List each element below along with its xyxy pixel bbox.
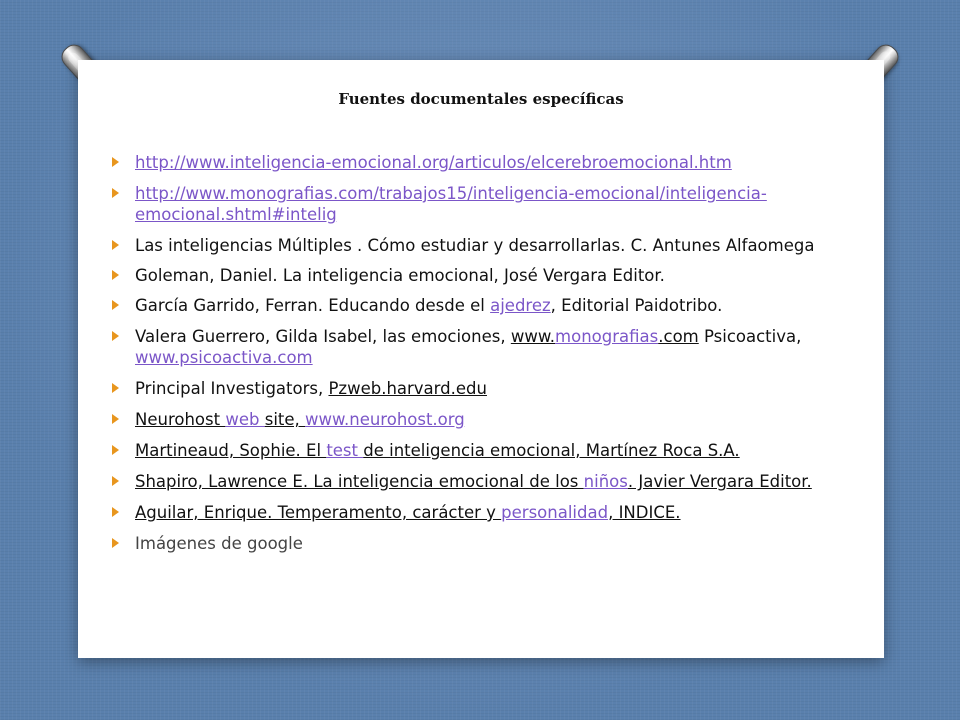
list-item <box>108 265 878 286</box>
reference-link[interactable]: monografias <box>555 327 659 346</box>
bullet-arrow-icon <box>112 270 119 280</box>
reference-link[interactable]: niños <box>583 472 628 491</box>
reference-link[interactable]: www.psicoactiva.com <box>135 348 313 367</box>
bullet-arrow-icon <box>112 507 119 517</box>
bullet-arrow-icon <box>112 188 119 198</box>
slide-card <box>78 60 884 658</box>
reference-link[interactable]: http://www.inteligencia-emocional.org/articulos/elcerebroemocional.htm <box>135 153 732 172</box>
reference-text: . Javier Vergara Editor. <box>627 472 812 491</box>
reference-link[interactable]: Pzweb.harvard.edu <box>328 379 487 398</box>
reference-list <box>108 152 878 564</box>
bullet-arrow-icon <box>112 476 119 486</box>
reference-text: Neurohost <box>135 410 226 429</box>
reference-link[interactable]: http://www.monografias.com/trabajos15/inteligencia-emocional/inteligencia-emocional.shtml#intelig <box>135 184 767 224</box>
list-item <box>108 440 878 461</box>
reference-link[interactable]: .com <box>658 327 699 346</box>
reference-text: Goleman, Daniel. La inteligencia emocional, José Vergara Editor. <box>135 266 665 285</box>
list-item <box>108 533 878 554</box>
reference-text: , INDICE. <box>608 503 681 522</box>
reference-link[interactable]: ajedrez <box>490 296 551 315</box>
bullet-arrow-icon <box>112 445 119 455</box>
bullet-arrow-icon <box>112 157 119 167</box>
slide-title: Fuentes documentales específicas <box>338 90 624 108</box>
list-item <box>108 295 878 316</box>
list-item <box>108 471 878 492</box>
reference-text: Las inteligencias Múltiples . Cómo estudiar y desarrollarlas. C. Antunes Alfaomega <box>135 236 815 255</box>
reference-link[interactable]: www. <box>510 327 556 346</box>
reference-text: Aguilar, Enrique. Temperamento, carácter y <box>135 503 502 522</box>
reference-link[interactable]: test <box>326 441 364 460</box>
reference-text: Principal Investigators, <box>135 379 329 398</box>
bullet-arrow-icon <box>112 538 119 548</box>
list-item <box>108 378 878 399</box>
list-item <box>108 409 878 430</box>
reference-text: Martineaud, Sophie. El <box>135 441 327 460</box>
reference-text: Imágenes de google <box>135 534 303 553</box>
bullet-arrow-icon <box>112 383 119 393</box>
reference-text: García Garrido, Ferran. Educando desde el <box>135 296 491 315</box>
list-item <box>108 502 878 523</box>
bullet-arrow-icon <box>112 331 119 341</box>
bullet-arrow-icon <box>112 414 119 424</box>
reference-text: , Editorial Paidotribo. <box>550 296 723 315</box>
reference-link[interactable]: personalidad <box>501 503 609 522</box>
reference-text: Psicoactiva, <box>698 327 802 346</box>
bullet-arrow-icon <box>112 240 119 250</box>
reference-link[interactable]: web <box>225 410 265 429</box>
reference-text: site, <box>264 410 306 429</box>
list-item <box>108 326 878 368</box>
reference-text: Valera Guerrero, Gilda Isabel, las emociones, <box>135 327 511 346</box>
reference-text: Shapiro, Lawrence E. La inteligencia emocional de los <box>135 472 584 491</box>
list-item <box>108 183 878 225</box>
reference-text: de inteligencia emocional, Martínez Roca S.A. <box>363 441 740 460</box>
bullet-arrow-icon <box>112 300 119 310</box>
list-item <box>108 235 878 256</box>
list-item <box>108 152 878 173</box>
reference-link[interactable]: www.neurohost.org <box>305 410 465 429</box>
